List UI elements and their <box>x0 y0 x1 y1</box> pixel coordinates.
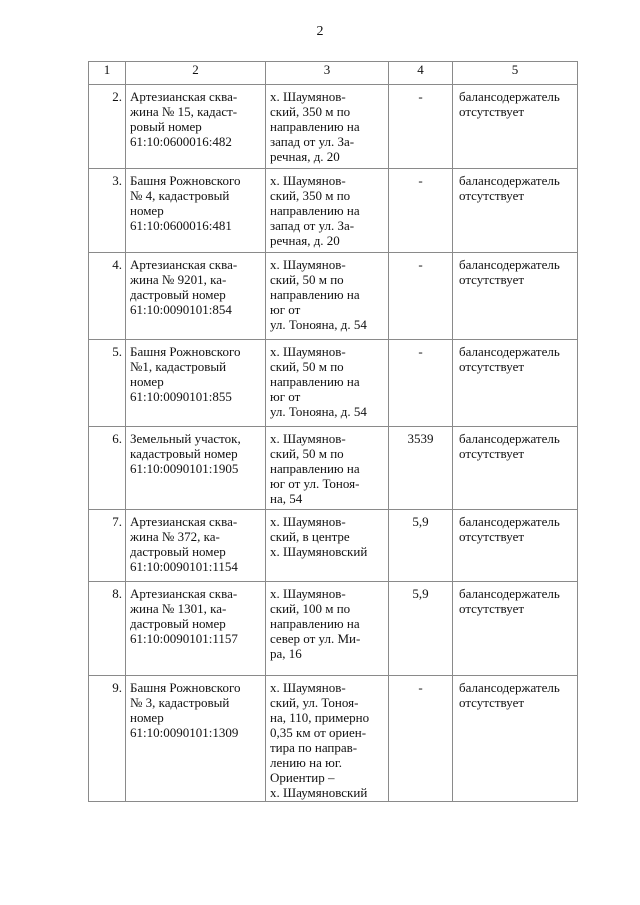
holder-line: отсутствует <box>459 104 525 119</box>
address-line: х. Шаумянов- <box>270 680 346 695</box>
address-line: ский, 350 м по <box>270 188 351 203</box>
address-line: запад от ул. За- <box>270 218 355 233</box>
object-name-line: ровый номер <box>130 119 202 134</box>
object-name-line: Артезианская сква- <box>130 514 238 529</box>
holder-cell <box>453 253 578 340</box>
object-name-line: жина № 372, ка- <box>130 529 220 544</box>
holder-cell <box>453 427 578 510</box>
registry-table <box>88 61 578 802</box>
object-name-line: 61:10:0090101:1905 <box>130 461 239 476</box>
address-line: ский, в центре <box>270 529 350 544</box>
row-number: 2. <box>89 85 126 169</box>
header-cell-1: 1 <box>89 62 126 85</box>
holder-line: отсутствует <box>459 446 525 461</box>
object-name-line: дастровый номер <box>130 616 226 631</box>
value-cell: - <box>389 676 453 802</box>
holder-line: балансодержатель <box>459 257 560 272</box>
holder-line: балансодержатель <box>459 514 560 529</box>
address-line: юг от <box>270 302 301 317</box>
address-line: Ориентир – <box>270 770 335 785</box>
holder-line: отсутствует <box>459 529 525 544</box>
address-line: ский, 100 м по <box>270 601 351 616</box>
header-cell-2: 2 <box>126 62 266 85</box>
header-cell-4: 4 <box>389 62 453 85</box>
address-line: х. Шаумяновский <box>270 544 368 559</box>
address-line: ский, 50 м по <box>270 359 344 374</box>
address-cell <box>266 676 389 802</box>
object-name-cell <box>126 169 266 253</box>
table-row <box>89 582 578 676</box>
object-name-line: номер <box>130 710 164 725</box>
holder-line: балансодержатель <box>459 586 560 601</box>
object-name-cell <box>126 253 266 340</box>
holder-line: отсутствует <box>459 695 525 710</box>
table-row <box>89 676 578 802</box>
address-cell <box>266 582 389 676</box>
address-line: х. Шаумянов- <box>270 586 346 601</box>
value-cell: 5,9 <box>389 582 453 676</box>
object-name-line: №1, кадастровый <box>130 359 227 374</box>
address-line: ский, 50 м по <box>270 446 344 461</box>
value-cell: 5,9 <box>389 510 453 582</box>
object-name-line: 61:10:0090101:1309 <box>130 725 239 740</box>
address-cell <box>266 253 389 340</box>
holder-line: балансодержатель <box>459 431 560 446</box>
object-name-line: дастровый номер <box>130 287 226 302</box>
object-name-line: 61:10:0600016:481 <box>130 218 232 233</box>
value-cell: 3539 <box>389 427 453 510</box>
page-number: 2 <box>316 24 324 39</box>
holder-cell <box>453 676 578 802</box>
object-name-line: номер <box>130 374 164 389</box>
value-cell: - <box>389 340 453 427</box>
address-cell <box>266 340 389 427</box>
row-number: 3. <box>89 169 126 253</box>
address-cell <box>266 427 389 510</box>
object-name-line: Земельный участок, <box>130 431 241 446</box>
address-line: ский, 350 м по <box>270 104 351 119</box>
value-cell: - <box>389 169 453 253</box>
object-name-cell <box>126 340 266 427</box>
holder-cell <box>453 510 578 582</box>
object-name-line: жина № 15, кадаст- <box>130 104 238 119</box>
object-name-line: № 3, кадастровый <box>130 695 230 710</box>
object-name-cell <box>126 427 266 510</box>
object-name-cell <box>126 676 266 802</box>
table-row <box>89 427 578 510</box>
holder-line: отсутствует <box>459 188 525 203</box>
address-line: тира по направ- <box>270 740 358 755</box>
row-number: 6. <box>89 427 126 510</box>
table-row <box>89 510 578 582</box>
address-line: направлению на <box>270 203 360 218</box>
address-line: направлению на <box>270 119 360 134</box>
header-row <box>89 62 578 85</box>
address-line: ра, 16 <box>270 646 302 661</box>
address-line: 0,35 км от ориен- <box>270 725 367 740</box>
object-name-line: жина № 9201, ка- <box>130 272 227 287</box>
address-line: ский, 50 м по <box>270 272 344 287</box>
address-line: х. Шаумянов- <box>270 514 346 529</box>
table-row <box>89 85 578 169</box>
address-line: на, 110, примерно <box>270 710 370 725</box>
registry-table-body <box>89 62 578 802</box>
holder-cell <box>453 340 578 427</box>
address-line: ул. Тонояна, д. 54 <box>270 404 367 419</box>
address-line: на, 54 <box>270 491 303 506</box>
table-row <box>89 253 578 340</box>
holder-line: отсутствует <box>459 272 525 287</box>
object-name-line: 61:10:0090101:1154 <box>130 559 238 574</box>
row-number: 9. <box>89 676 126 802</box>
address-line: х. Шаумянов- <box>270 344 346 359</box>
object-name-line: 61:10:0090101:1157 <box>130 631 238 646</box>
holder-cell <box>453 169 578 253</box>
address-line: ский, ул. Тоноя- <box>270 695 359 710</box>
object-name-line: Башня Рожновского <box>130 173 241 188</box>
object-name-cell <box>126 582 266 676</box>
holder-line: балансодержатель <box>459 344 560 359</box>
holder-cell <box>453 85 578 169</box>
address-cell <box>266 169 389 253</box>
address-line: лению на юг. <box>270 755 342 770</box>
object-name-line: 61:10:0600016:482 <box>130 134 232 149</box>
row-number: 8. <box>89 582 126 676</box>
address-line: х. Шаумянов- <box>270 257 346 272</box>
value-cell: - <box>389 253 453 340</box>
address-line: х. Шаумянов- <box>270 89 346 104</box>
holder-line: балансодержатель <box>459 89 560 104</box>
address-line: ул. Тонояна, д. 54 <box>270 317 367 332</box>
address-line: направлению на <box>270 616 360 631</box>
object-name-cell <box>126 85 266 169</box>
object-name-line: 61:10:0090101:855 <box>130 389 232 404</box>
row-number: 4. <box>89 253 126 340</box>
address-line: речная, д. 20 <box>270 233 340 248</box>
holder-line: отсутствует <box>459 359 525 374</box>
row-number: 5. <box>89 340 126 427</box>
object-name-line: жина № 1301, ка- <box>130 601 227 616</box>
object-name-line: 61:10:0090101:854 <box>130 302 232 317</box>
table-row <box>89 169 578 253</box>
object-name-line: № 4, кадастровый <box>130 188 230 203</box>
address-line: запад от ул. За- <box>270 134 355 149</box>
address-cell <box>266 510 389 582</box>
object-name-cell <box>126 510 266 582</box>
holder-line: балансодержатель <box>459 173 560 188</box>
holder-line: отсутствует <box>459 601 525 616</box>
object-name-line: дастровый номер <box>130 544 226 559</box>
object-name-line: Артезианская сква- <box>130 257 238 272</box>
object-name-line: Артезианская сква- <box>130 586 238 601</box>
address-line: направлению на <box>270 374 360 389</box>
address-cell <box>266 85 389 169</box>
address-line: речная, д. 20 <box>270 149 340 164</box>
address-line: х. Шаумянов- <box>270 173 346 188</box>
row-number: 7. <box>89 510 126 582</box>
address-line: север от ул. Ми- <box>270 631 361 646</box>
address-line: юг от ул. Тоноя- <box>270 476 360 491</box>
object-name-line: Артезианская сква- <box>130 89 238 104</box>
object-name-line: Башня Рожновского <box>130 344 241 359</box>
header-cell-5: 5 <box>453 62 578 85</box>
address-line: х. Шаумянов- <box>270 431 346 446</box>
address-line: юг от <box>270 389 301 404</box>
holder-line: балансодержатель <box>459 680 560 695</box>
object-name-line: Башня Рожновского <box>130 680 241 695</box>
table-row <box>89 340 578 427</box>
address-line: направлению на <box>270 461 360 476</box>
value-cell: - <box>389 85 453 169</box>
object-name-line: кадастровый номер <box>130 446 238 461</box>
header-cell-3: 3 <box>266 62 389 85</box>
holder-cell <box>453 582 578 676</box>
address-line: х. Шаумяновский <box>270 785 368 800</box>
address-line: направлению на <box>270 287 360 302</box>
object-name-line: номер <box>130 203 164 218</box>
